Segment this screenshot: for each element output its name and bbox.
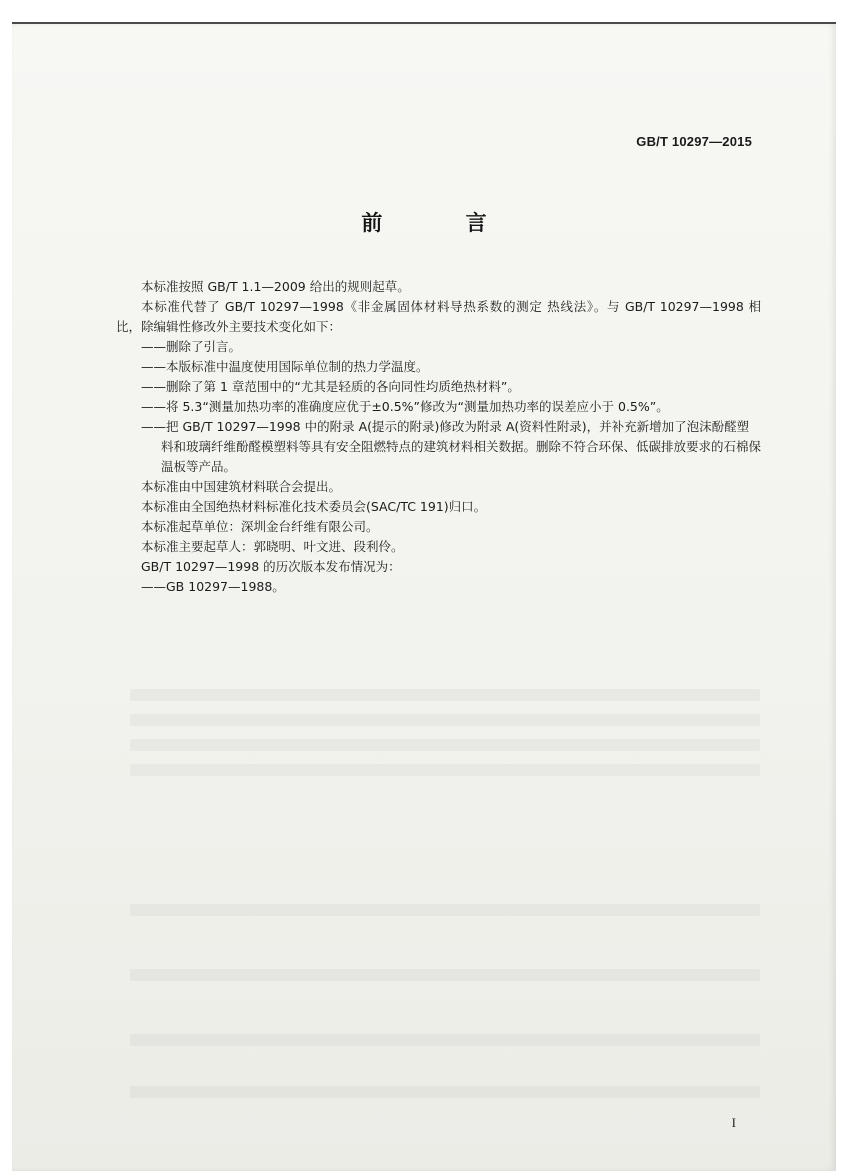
list-item: ——把 GB/T 10297—1998 中的附录 A(提示的附录)修改为附录 A(资料性附录)，并补充新增加了泡沫酚醛塑料和玻璃纤维酚醛模塑料等具有安全阻燃特点的建筑材料相关数据。删除不符合环保、低碳排放要求的石棉保温板等产品。 xyxy=(141,419,762,474)
show-through-mark xyxy=(130,904,760,916)
list-item: ——本版标准中温度使用国际单位制的热力学温度。 xyxy=(141,359,429,374)
page-number: I xyxy=(731,1115,736,1130)
section-title: 前 言 xyxy=(361,211,525,235)
paragraph: 本标准起草单位：深圳金台纤维有限公司。 xyxy=(141,519,379,534)
paragraph: 本标准按照 GB/T 1.1—2009 给出的规则起草。 xyxy=(141,279,410,294)
paragraph: 本标准由中国建筑材料联合会提出。 xyxy=(141,479,342,494)
show-through-mark xyxy=(130,764,760,776)
show-through-mark xyxy=(130,714,760,726)
document-page xyxy=(12,22,836,1171)
show-through-mark xyxy=(130,1034,760,1046)
paragraph: 本标准由全国绝热材料标准化技术委员会(SAC/TC 191)归口。 xyxy=(141,499,487,514)
show-through-mark xyxy=(130,1086,760,1098)
show-through-mark xyxy=(130,969,760,981)
foreword-body xyxy=(116,277,761,597)
paragraph: 本标准代替了 GB/T 10297—1998《非金属固体材料导热系数的测定 热线法》。与 GB/T 10297—1998 相比，除编辑性修改外主要技术变化如下： xyxy=(116,299,761,334)
show-through-mark xyxy=(130,739,760,751)
standard-code: GB/T 10297—2015 xyxy=(636,134,752,149)
list-item: ——将 5.3“测量加热功率的准确度应优于±0.5%”修改为“测量加热功率的误差应小于 0.5%”。 xyxy=(141,399,669,414)
list-item: ——删除了第 1 章范围中的“尤其是轻质的各向同性均质绝热材料”。 xyxy=(141,379,520,394)
list-item: ——GB 10297—1988。 xyxy=(141,579,285,594)
paragraph: GB/T 10297—1998 的历次版本发布情况为： xyxy=(141,559,401,574)
show-through-mark xyxy=(130,689,760,701)
list-item: ——删除了引言。 xyxy=(141,339,242,354)
paragraph: 本标准主要起草人：郭晓明、叶文进、段利伶。 xyxy=(141,539,404,554)
